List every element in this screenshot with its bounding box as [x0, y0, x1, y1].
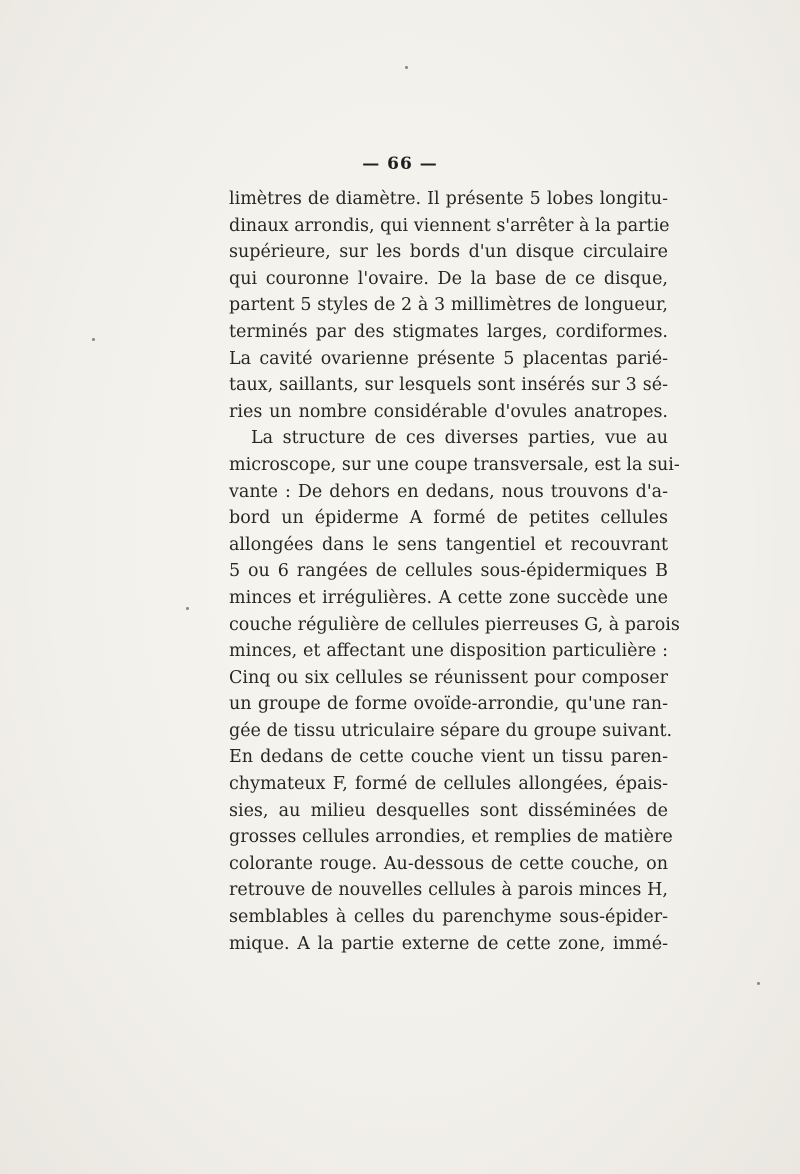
text-line: microscope, sur une coupe transversale, est la sui- — [229, 454, 680, 475]
text-line: colorante rouge. Au-dessous de cette couche, on — [229, 853, 668, 874]
paragraph-start-line: La structure de ces diverses parties, vue au — [251, 428, 668, 449]
text-line: minces et irrégulières. A cette zone succède une — [229, 587, 668, 608]
text-line: 5 ou 6 rangées de cellules sous-épidermiques B — [229, 561, 668, 582]
text-line: ries un nombre considérable d'ovules anatropes. — [229, 401, 668, 422]
page-number: — 66 — — [362, 154, 438, 174]
text-line: dinaux arrondis, qui viennent s'arrêter à la partie — [229, 215, 670, 236]
text-line: retrouve de nouvelles cellules à parois minces H, — [229, 880, 668, 901]
text-line: qui couronne l'ovaire. De la base de ce disque, — [229, 268, 668, 289]
text-line: terminés par des stigmates larges, cordiformes. — [229, 321, 668, 342]
text-line: supérieure, sur les bords d'un disque circulaire — [229, 242, 668, 263]
text-line: taux, saillants, sur lesquels sont insérés sur 3 sé- — [229, 375, 668, 396]
text-line: un groupe de forme ovoïde-arrondie, qu'une ran- — [229, 694, 668, 715]
text-line: minces, et affectant une disposition particulière : — [229, 641, 668, 662]
text-line: mique. A la partie externe de cette zone, immé- — [229, 933, 668, 954]
text-line: vante : De dehors en dedans, nous trouvons d'a- — [229, 481, 668, 502]
text-line: couche régulière de cellules pierreuses G, à parois — [229, 614, 680, 635]
paper-speck — [186, 607, 189, 610]
text-line: semblables à celles du parenchyme sous-épider- — [229, 907, 668, 928]
paper-speck — [92, 338, 95, 341]
paper-speck — [405, 66, 408, 69]
text-line: sies, au milieu desquelles sont disséminées de — [229, 800, 668, 821]
text-line: bord un épiderme A formé de petites cellules — [229, 508, 668, 529]
body-text — [229, 186, 680, 957]
text-line: allongées dans le sens tangentiel et recouvrant — [229, 534, 668, 555]
text-line: partent 5 styles de 2 à 3 millimètres de longueur, — [229, 295, 668, 316]
text-line: limètres de diamètre. Il présente 5 lobes longitu- — [229, 189, 668, 209]
text-line: En dedans de cette couche vient un tissu paren- — [229, 747, 668, 768]
text-line: Cinq ou six cellules se réunissent pour composer — [229, 667, 668, 688]
text-line: La cavité ovarienne présente 5 placentas parié- — [229, 348, 668, 369]
text-line: grosses cellules arrondies, et remplies de matière — [229, 827, 673, 848]
paper-speck — [757, 982, 760, 985]
text-line: chymateux F, formé de cellules allongées, épais- — [229, 774, 668, 795]
text-line: gée de tissu utriculaire sépare du groupe suivant. — [229, 720, 673, 741]
